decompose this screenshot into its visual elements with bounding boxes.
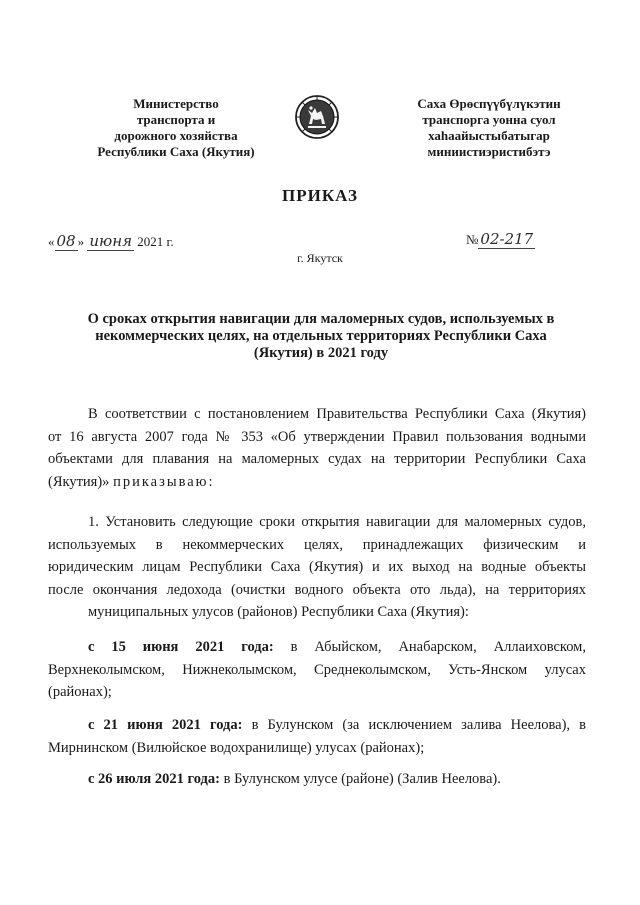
city-label: г. Якутск bbox=[297, 251, 343, 265]
paragraph-line: объектами для плавания на маломерных судах на территории Республики Саха bbox=[48, 451, 586, 467]
subject-line: О сроках открытия навигации для маломерных судов, используемых в bbox=[87, 311, 555, 327]
order-word: приказываю: bbox=[113, 473, 215, 490]
date-item-text: в Абыйском, Анабарском, Аллаиховском, bbox=[273, 639, 586, 655]
date-open-quote: « bbox=[48, 234, 55, 249]
paragraph-line: юридическим лицам Республики Саха (Якутия) и их выход на водные объекты bbox=[48, 559, 586, 575]
order-date bbox=[48, 232, 174, 250]
date-item-paragraph bbox=[48, 768, 586, 791]
paragraph-line: В соответствии с постановлением Правительства Республики Саха (Якутия) bbox=[88, 406, 586, 422]
paragraph-line bbox=[48, 471, 586, 494]
paragraph-line: Мирнинском (Вилюйское водохранилище) улусах (районах); bbox=[48, 739, 425, 756]
order-number-value: 02-217 bbox=[480, 230, 534, 248]
date-item-bold: с 21 июня 2021 года: bbox=[88, 717, 243, 733]
order-number bbox=[466, 230, 535, 248]
date-item-paragraph bbox=[48, 636, 586, 704]
ministry-line: Саха Өрөспүүбүлүкэтин bbox=[417, 96, 561, 111]
ministry-line: транспорга уонна суол bbox=[422, 112, 556, 127]
preamble-paragraph bbox=[48, 403, 586, 493]
date-item-bold: с 26 июля 2021 года: bbox=[88, 771, 220, 787]
document-title: ПРИКАЗ bbox=[282, 186, 358, 205]
ministry-line: миниистиэристибэтэ bbox=[427, 144, 551, 159]
subject-line: некоммерческих целях, на отдельных территориях Республики Саха bbox=[95, 328, 547, 344]
paragraph-line: 1. Установить следующие сроки открытия навигации для маломерных судов, bbox=[88, 514, 586, 530]
paragraph-line bbox=[48, 714, 586, 737]
ministry-line: Министерство bbox=[133, 96, 219, 111]
paragraph-line: (районах); bbox=[48, 684, 112, 700]
date-item-paragraph bbox=[48, 714, 586, 759]
ministry-name-russian bbox=[86, 96, 266, 160]
date-item-text: в Булунском (за исключением залива Неелова), в bbox=[242, 717, 586, 733]
date-day: 08 bbox=[56, 232, 76, 250]
paragraph-line: от 16 августа 2007 года № 353 «Об утверждении Правил пользования водными bbox=[48, 428, 586, 445]
paragraph-line: после окончания ледохода (очистки водного объекта ото льда), на территориях bbox=[48, 581, 586, 598]
date-month: июня bbox=[89, 232, 133, 250]
preamble-tail: (Якутия)» bbox=[48, 473, 114, 490]
yakutia-coat-of-arms-icon bbox=[294, 94, 340, 140]
paragraph-line bbox=[48, 768, 586, 791]
paragraph-line: используемых в некоммерческих целях, принадлежащих физическим и bbox=[48, 536, 586, 553]
order-subject bbox=[56, 311, 586, 362]
ministry-line: транспорта и bbox=[136, 112, 216, 127]
date-item-bold: с 15 июня 2021 года: bbox=[88, 639, 274, 655]
paragraph-line: Верхнеколымском, Нижнеколымском, Среднеколымском, Усть-Янском улусах bbox=[48, 661, 586, 678]
paragraph-line bbox=[48, 636, 586, 659]
ministry-line: дорожного хозяйства bbox=[114, 128, 238, 143]
date-close-quote: » bbox=[77, 234, 85, 249]
subject-line: (Якутия) в 2021 году bbox=[253, 345, 389, 361]
ministry-name-yakut bbox=[384, 96, 594, 160]
ministry-line: Республики Саха (Якутия) bbox=[97, 144, 255, 159]
number-sign: № bbox=[466, 232, 479, 247]
date-year: 2021 г. bbox=[137, 234, 174, 249]
ministry-line: хаһаайыстыбатыгар bbox=[428, 128, 550, 143]
item-1-paragraph bbox=[48, 511, 586, 624]
paragraph-line: муниципальных улусов (районов) Республики Саха (Якутия): bbox=[88, 604, 469, 620]
date-item-text: в Булунском улусе (районе) (Залив Неелова). bbox=[219, 771, 501, 787]
